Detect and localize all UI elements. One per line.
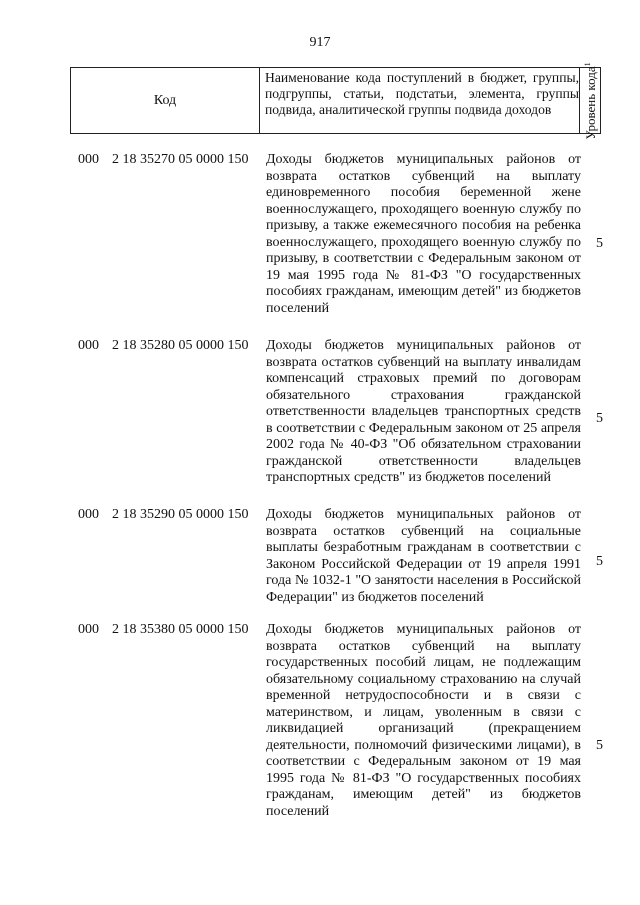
income-description: Доходы бюджетов муниципальных районов от возврата остатков субвенций на выплату инвалидам компенсаций страховых премий по договорам обязательного страхования гражданской ответственности владельцев транспортных средств в соответствии с Федеральным законом от 25 апреля 2002 года № 40-ФЗ "Об обязательном страховании гражданской ответственности владельцев транспортных средств" из бюджетов поселений	[266, 338, 581, 485]
code-level: 5	[596, 411, 603, 426]
income-code: 2 18 35280 05 0000 150	[112, 338, 249, 353]
table-header	[70, 61, 601, 140]
header-code: Код	[153, 92, 177, 108]
header-level-text	[583, 62, 599, 139]
income-description: Доходы бюджетов муниципальных районов от возврата остатков субвенций на выплату государственных пособий лицам, не подлежащим обязательному социальному страхованию на случай временной нетрудоспособности и в связи с материнством, и лицам, уволенным в связи с ликвидацией организаций (прекращением деятельности, полномочий физическими лицами), в соответствии с Федеральным законом от 19 мая 1995 года № 81-ФЗ "О государственных пособиях гражданам, имеющим детей" из бюджетов поселений	[266, 622, 581, 819]
code-level: 5	[596, 236, 603, 251]
admin-code: 000	[78, 338, 99, 353]
code-level: 5	[596, 554, 603, 569]
income-code: 2 18 35290 05 0000 150	[112, 507, 249, 522]
admin-code: 000	[78, 622, 99, 637]
header-level-label: Уровень кода	[583, 65, 599, 140]
code-level: 5	[596, 738, 603, 753]
header-divider	[579, 68, 580, 133]
admin-code: 000	[78, 507, 99, 522]
header-level-footnote: 1	[582, 61, 592, 66]
header-level	[581, 61, 601, 140]
income-code: 2 18 35380 05 0000 150	[112, 622, 249, 637]
income-description: Доходы бюджетов муниципальных районов от возврата остатков субвенций на социальные выплаты безработным гражданам в соответствии с Законом Российской Федерации от 19 апреля 1991 года № 1032-1 "О занятости населения в Российской Федерации" из бюджетов поселений	[266, 507, 581, 605]
header-divider	[259, 68, 260, 133]
income-code: 2 18 35270 05 0000 150	[112, 152, 249, 167]
income-description: Доходы бюджетов муниципальных районов от возврата остатков субвенций на выплату единовременного пособия беременной жене военнослужащего, проходящего военную службу по призыву, а также ежемесячного пособия на ребенка военнослужащего, проходящего военную службу по призыву, в соответствии с Федеральным законом от 19 мая 1995 года № 81-ФЗ "О государственных пособиях гражданам, имеющим детей" из бюджетов поселений	[266, 152, 581, 316]
admin-code: 000	[78, 152, 99, 167]
page-number: 917	[309, 35, 331, 50]
header-name: Наименование кода поступлений в бюджет, группы, подгруппы, статьи, подстатьи, элемента, группы подвида, аналитической группы подвида доходов	[265, 70, 579, 117]
